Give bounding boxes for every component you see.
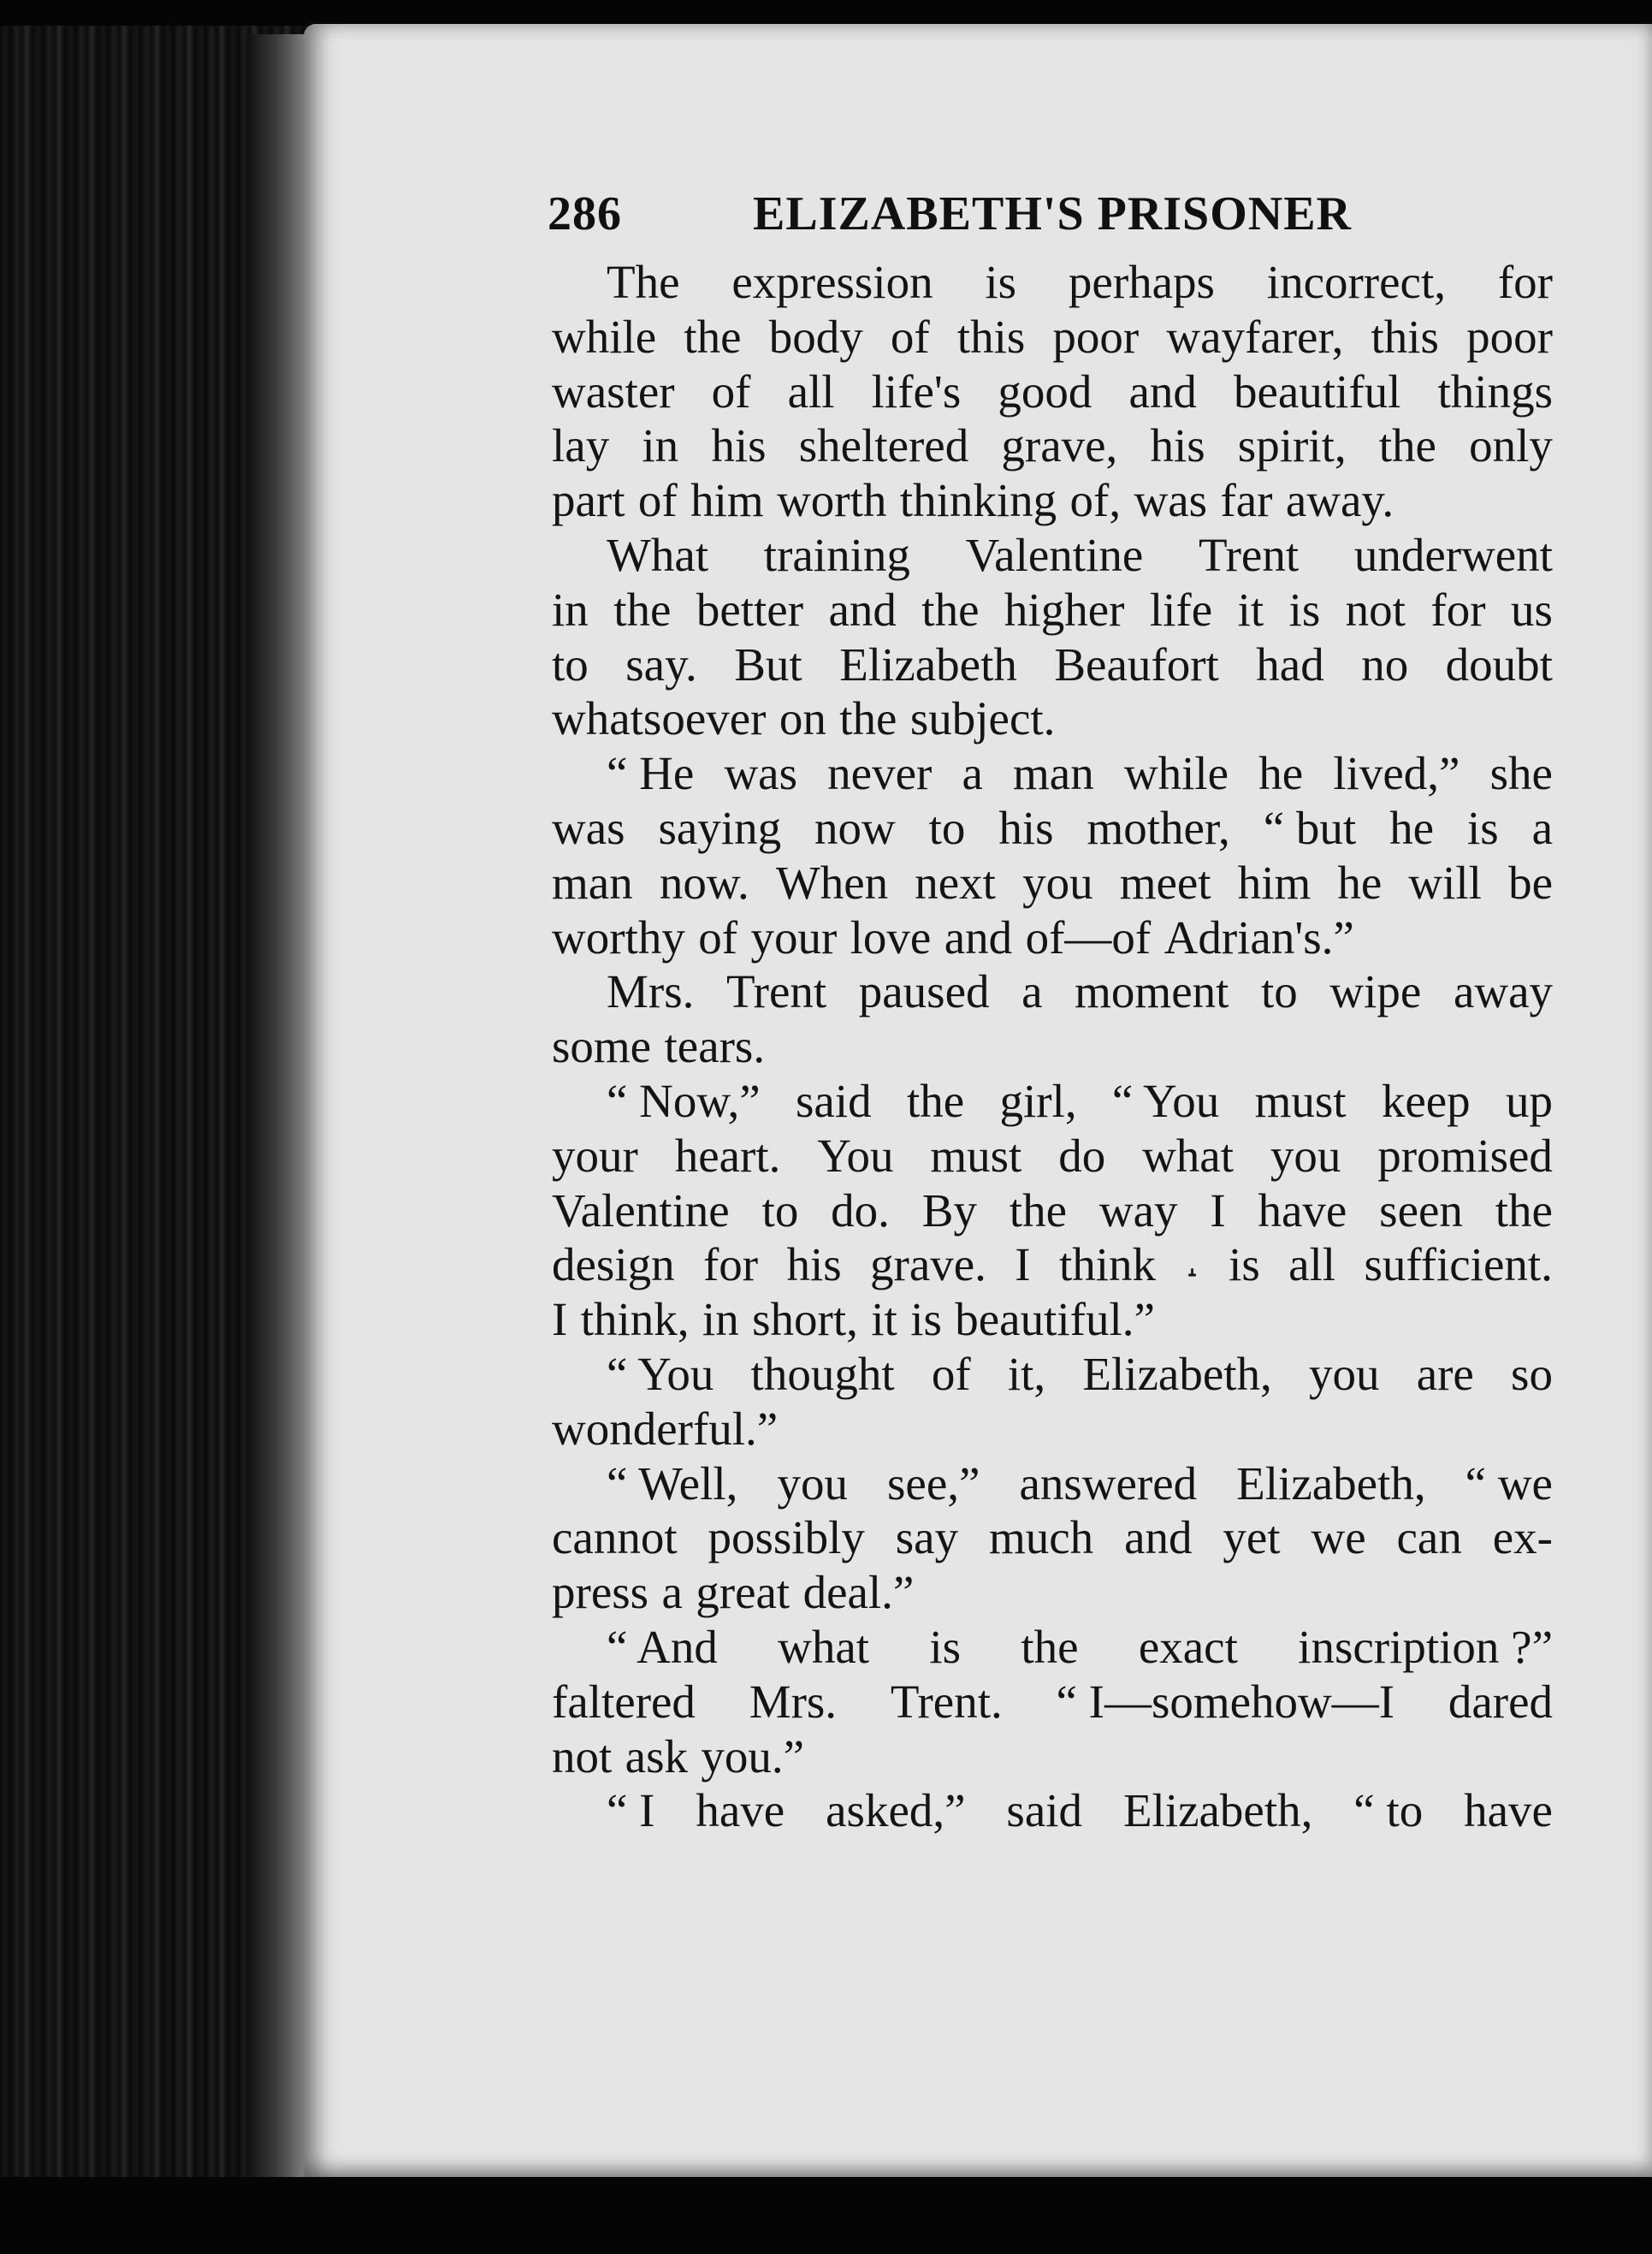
running-header	[548, 187, 1369, 246]
word: must	[930, 1129, 1022, 1182]
word: faltered	[552, 1675, 696, 1728]
text-line	[552, 1783, 1553, 1838]
word: perhaps	[1068, 256, 1215, 308]
text-line	[552, 528, 1553, 583]
word: up	[1505, 1074, 1553, 1127]
word: to	[928, 801, 966, 854]
word: all	[1288, 1238, 1336, 1291]
word: of	[637, 474, 678, 527]
word: his	[786, 1238, 842, 1291]
text-line	[552, 1019, 1553, 1074]
word: sufficient.	[1364, 1238, 1553, 1291]
word: what	[778, 1620, 870, 1673]
word: grave.	[870, 1238, 986, 1291]
word: answered	[1019, 1456, 1198, 1510]
running-title: ELIZABETH'S PRISONER	[753, 187, 1352, 240]
word: a	[962, 747, 983, 800]
word: ex-	[1492, 1511, 1553, 1564]
word: I	[552, 1293, 568, 1346]
word: great	[696, 1566, 790, 1619]
word: is	[1288, 583, 1321, 636]
word: in	[702, 1293, 739, 1346]
word: design	[552, 1238, 675, 1291]
word: of	[890, 310, 930, 363]
text-line	[552, 1347, 1553, 1402]
word: away.	[1285, 474, 1394, 527]
word: say.	[625, 638, 697, 691]
word: have	[1464, 1784, 1553, 1837]
word: life	[1149, 583, 1213, 636]
word: But	[734, 638, 802, 691]
word: a	[1021, 965, 1043, 1018]
word: for	[1430, 583, 1486, 636]
word: do.	[831, 1183, 890, 1237]
word: cannot	[552, 1511, 678, 1564]
word: of,	[1069, 474, 1122, 527]
word: doubt	[1445, 638, 1553, 691]
word: his	[711, 419, 767, 472]
word: the	[1495, 1183, 1553, 1237]
text-line	[552, 856, 1553, 910]
word: higher	[1004, 583, 1125, 636]
text-line	[552, 1456, 1553, 1511]
word: ˔	[1184, 1238, 1200, 1291]
word: think,	[580, 1293, 690, 1346]
word: I	[1210, 1183, 1226, 1237]
word: the	[839, 692, 897, 745]
word: this	[1371, 310, 1439, 363]
word: he	[1389, 801, 1435, 854]
word: he	[1337, 856, 1383, 909]
word: Elizabeth	[839, 638, 1017, 691]
word: and	[1128, 365, 1197, 418]
word: you.”	[701, 1729, 805, 1782]
word: Elizabeth,	[1122, 1784, 1313, 1837]
word: press	[552, 1566, 649, 1619]
word: on	[779, 692, 826, 745]
word: she	[1489, 747, 1553, 800]
word: “ And	[607, 1620, 718, 1673]
word: in	[642, 419, 679, 472]
word: good	[998, 365, 1092, 418]
text-line	[552, 583, 1553, 638]
word: said	[796, 1074, 872, 1127]
word: of	[698, 910, 738, 964]
word: tears.	[664, 1020, 766, 1073]
word: saying	[658, 801, 782, 854]
page-number: 286	[548, 187, 622, 240]
text-line	[552, 964, 1553, 1019]
word: and	[828, 583, 897, 636]
word: I	[1015, 1238, 1031, 1291]
word: life's	[871, 365, 962, 418]
word: “ You	[607, 1347, 714, 1400]
word: subject.	[909, 692, 1056, 745]
word: mother,	[1087, 801, 1230, 854]
word: much	[988, 1511, 1094, 1564]
word: say	[895, 1511, 959, 1564]
word: promised	[1377, 1129, 1553, 1182]
word: When	[775, 856, 889, 909]
word: “ we	[1465, 1456, 1553, 1510]
word: are	[1416, 1347, 1474, 1400]
word: to	[1261, 965, 1298, 1018]
word: wayfarer,	[1166, 310, 1344, 363]
word: only	[1469, 419, 1553, 472]
word: not	[552, 1729, 613, 1782]
text-line	[552, 746, 1553, 801]
word: Valentine	[965, 528, 1144, 581]
word: wipe	[1329, 965, 1422, 1018]
word: your	[750, 910, 838, 964]
text-line	[552, 638, 1553, 692]
word: you	[1270, 1129, 1341, 1182]
word: Trent.	[890, 1675, 1003, 1728]
word: “ Now,”	[607, 1074, 761, 1127]
word: “ I—somehow—I	[1056, 1675, 1395, 1728]
word: beautiful	[1233, 365, 1401, 418]
word: love	[850, 910, 932, 964]
word: is	[1466, 801, 1499, 854]
word: must	[1254, 1074, 1347, 1127]
word: it	[1237, 583, 1264, 636]
word: for	[702, 1238, 759, 1291]
word: the	[906, 1074, 965, 1127]
word: body	[768, 310, 863, 363]
word: inscription ?”	[1298, 1620, 1553, 1673]
word: was	[552, 801, 625, 854]
word: this	[956, 310, 1026, 363]
word: he	[1258, 747, 1304, 800]
word: Elizabeth,	[1082, 1347, 1272, 1400]
text-line	[552, 418, 1553, 473]
word: dared	[1448, 1675, 1553, 1728]
text-line	[552, 1183, 1553, 1238]
word: his	[1150, 419, 1205, 472]
word: away	[1453, 965, 1553, 1018]
word: meet	[1119, 856, 1211, 909]
word: Mrs.	[749, 1675, 838, 1728]
word: Adrian's.”	[1164, 910, 1354, 964]
word: worthy	[552, 910, 685, 964]
text-line	[552, 691, 1553, 746]
word: exact	[1138, 1620, 1238, 1673]
word: lay	[552, 419, 610, 472]
word: the	[684, 310, 742, 363]
word: him	[690, 474, 764, 527]
word: possibly	[708, 1511, 865, 1564]
text-line	[552, 801, 1553, 856]
word: his	[998, 801, 1054, 854]
word: Mrs.	[607, 965, 695, 1018]
word: we	[1311, 1511, 1366, 1564]
word: next	[915, 856, 996, 909]
word: “ He	[607, 747, 695, 800]
word: worth	[777, 474, 887, 527]
word: to	[552, 638, 589, 691]
word: thought	[750, 1347, 895, 1400]
text-line	[552, 1292, 1553, 1347]
text-line	[552, 1129, 1553, 1183]
word: so	[1511, 1347, 1553, 1400]
word: all	[787, 365, 835, 418]
word: of—of	[1025, 910, 1152, 964]
word: far	[1220, 474, 1273, 527]
word: have	[696, 1784, 785, 1837]
word: for	[1497, 256, 1553, 308]
word: the	[1021, 1620, 1079, 1673]
word: man	[1013, 747, 1094, 800]
word: expression	[731, 256, 933, 308]
word: deal.”	[802, 1566, 915, 1619]
word: better	[696, 583, 804, 636]
text-line	[552, 1510, 1553, 1565]
text-line	[552, 1675, 1553, 1729]
word: is	[985, 256, 1017, 308]
word: “ Well,	[607, 1456, 738, 1510]
word: and	[944, 910, 1013, 964]
word: you	[1022, 856, 1093, 909]
word: poor	[1466, 310, 1553, 363]
word: you	[1309, 1347, 1380, 1400]
word: lived,”	[1333, 747, 1460, 800]
word: him	[1237, 856, 1312, 909]
scan-border-bottom	[0, 2177, 1652, 2254]
word: poor	[1052, 310, 1140, 363]
word: while	[1123, 747, 1229, 800]
body-text	[552, 255, 1553, 1838]
word: a	[1531, 801, 1553, 854]
word: underwent	[1353, 528, 1553, 581]
word: short,	[752, 1293, 858, 1346]
word: waster	[552, 365, 675, 418]
word: now.	[659, 856, 749, 909]
word: Trent	[1198, 528, 1300, 581]
word: things	[1437, 365, 1553, 418]
word: grave,	[1001, 419, 1118, 472]
word: was	[724, 747, 797, 800]
word: “ I	[607, 1784, 655, 1837]
word: it,	[1007, 1347, 1046, 1400]
scan-border-top	[0, 0, 1652, 26]
word: way	[1098, 1183, 1178, 1237]
word: be	[1508, 856, 1553, 909]
word: training	[763, 528, 910, 581]
word: wonderful.”	[552, 1402, 779, 1455]
text-line	[552, 310, 1553, 365]
word: paused	[858, 965, 990, 1018]
word: now	[814, 801, 896, 854]
word: was	[1134, 474, 1208, 527]
word: sheltered	[798, 419, 969, 472]
word: is	[1229, 1238, 1260, 1291]
text-line	[552, 1565, 1553, 1620]
word: no	[1361, 638, 1409, 691]
word: a	[661, 1566, 683, 1619]
word: beautiful.”	[955, 1293, 1155, 1346]
text-line	[552, 1074, 1553, 1129]
word: ask	[625, 1729, 688, 1782]
word: the	[1378, 419, 1436, 472]
word: and	[1124, 1511, 1193, 1564]
word: what	[1142, 1129, 1234, 1182]
word: What	[607, 528, 709, 581]
word: you	[777, 1456, 848, 1510]
word: while	[552, 310, 657, 363]
word: some	[552, 1020, 652, 1073]
word: in	[552, 583, 589, 636]
word: Elizabeth,	[1236, 1456, 1426, 1510]
word: your	[552, 1129, 638, 1182]
word: Valentine	[552, 1183, 730, 1237]
text-line	[552, 365, 1553, 419]
text-line	[552, 1729, 1553, 1784]
word: do	[1058, 1129, 1106, 1182]
word: The	[607, 256, 680, 308]
word: yet	[1223, 1511, 1281, 1564]
word: whatsoever	[552, 692, 767, 745]
word: You	[817, 1129, 894, 1182]
word: us	[1510, 583, 1553, 636]
word: seen	[1379, 1183, 1463, 1237]
word: heart.	[674, 1129, 781, 1182]
word: Beaufort	[1054, 638, 1219, 691]
word: is	[910, 1293, 942, 1346]
word: spirit,	[1237, 419, 1347, 472]
word: “ but	[1263, 801, 1357, 854]
word: keep	[1381, 1074, 1471, 1127]
text-line	[552, 1620, 1553, 1675]
word: to	[761, 1183, 799, 1237]
word: girl,	[999, 1074, 1077, 1127]
text-line	[552, 910, 1553, 965]
word: Trent	[725, 965, 827, 1018]
word: the	[1009, 1183, 1067, 1237]
word: had	[1256, 638, 1324, 691]
word: the	[921, 583, 980, 636]
word: asked,”	[826, 1784, 966, 1837]
word: have	[1258, 1183, 1347, 1237]
word: will	[1408, 856, 1482, 909]
word: thinking	[899, 474, 1057, 527]
word: think	[1058, 1238, 1157, 1291]
word: never	[827, 747, 933, 800]
word: man	[552, 856, 633, 909]
text-line	[552, 473, 1553, 528]
text-line	[552, 1237, 1553, 1292]
word: of	[711, 365, 751, 418]
word: it	[871, 1293, 897, 1346]
word: see,”	[887, 1456, 980, 1510]
word: is	[929, 1620, 962, 1673]
word: “ to	[1353, 1784, 1424, 1837]
word: said	[1006, 1784, 1083, 1837]
word: part	[552, 474, 625, 527]
text-line	[552, 255, 1553, 310]
word: not	[1345, 583, 1406, 636]
text-line	[552, 1402, 1553, 1456]
word: By	[921, 1183, 977, 1237]
word: incorrect,	[1266, 256, 1446, 308]
word: the	[613, 583, 672, 636]
word: can	[1396, 1511, 1462, 1564]
word: “ You	[1111, 1074, 1220, 1127]
word: moment	[1075, 965, 1229, 1018]
word: of	[931, 1347, 971, 1400]
